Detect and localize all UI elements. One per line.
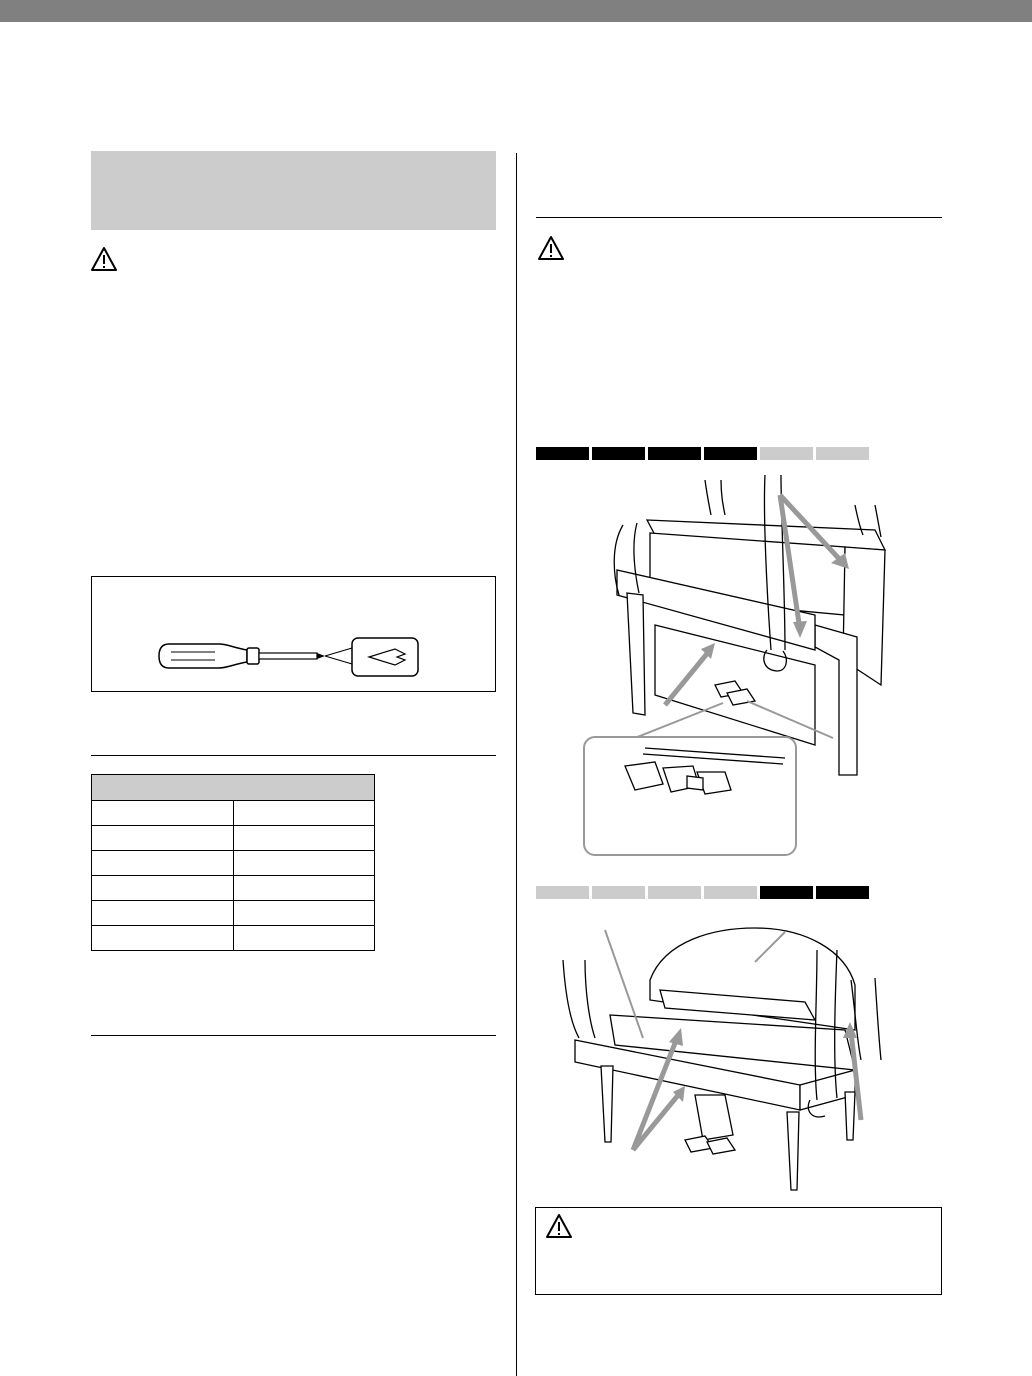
table-row xyxy=(92,926,375,951)
tool-required-box xyxy=(91,576,496,692)
specs-table xyxy=(91,774,375,951)
table-row xyxy=(92,826,375,851)
section-rule xyxy=(91,1035,496,1036)
section-rule xyxy=(536,217,942,218)
table-row xyxy=(92,801,375,826)
pedal-detail-illustration xyxy=(585,738,795,854)
table-row xyxy=(92,876,375,901)
section-rule xyxy=(91,755,496,756)
top-header-bar xyxy=(0,0,1032,22)
warning-triangle-icon xyxy=(90,246,118,272)
model-applicability-bar-grand xyxy=(536,886,869,899)
warning-triangle-icon xyxy=(545,1213,573,1239)
warning-triangle-icon xyxy=(537,235,565,261)
caution-box xyxy=(535,1207,942,1295)
grand-piano-lifting-illustration xyxy=(555,920,915,1200)
specs-table-header xyxy=(92,775,375,801)
section-heading-box xyxy=(91,151,496,230)
model-applicability-bar-upright xyxy=(536,447,869,460)
table-row xyxy=(92,851,375,876)
column-divider xyxy=(516,153,517,1376)
pedal-detail-callout xyxy=(583,736,797,856)
table-row xyxy=(92,901,375,926)
screwdriver-icon xyxy=(157,632,427,682)
